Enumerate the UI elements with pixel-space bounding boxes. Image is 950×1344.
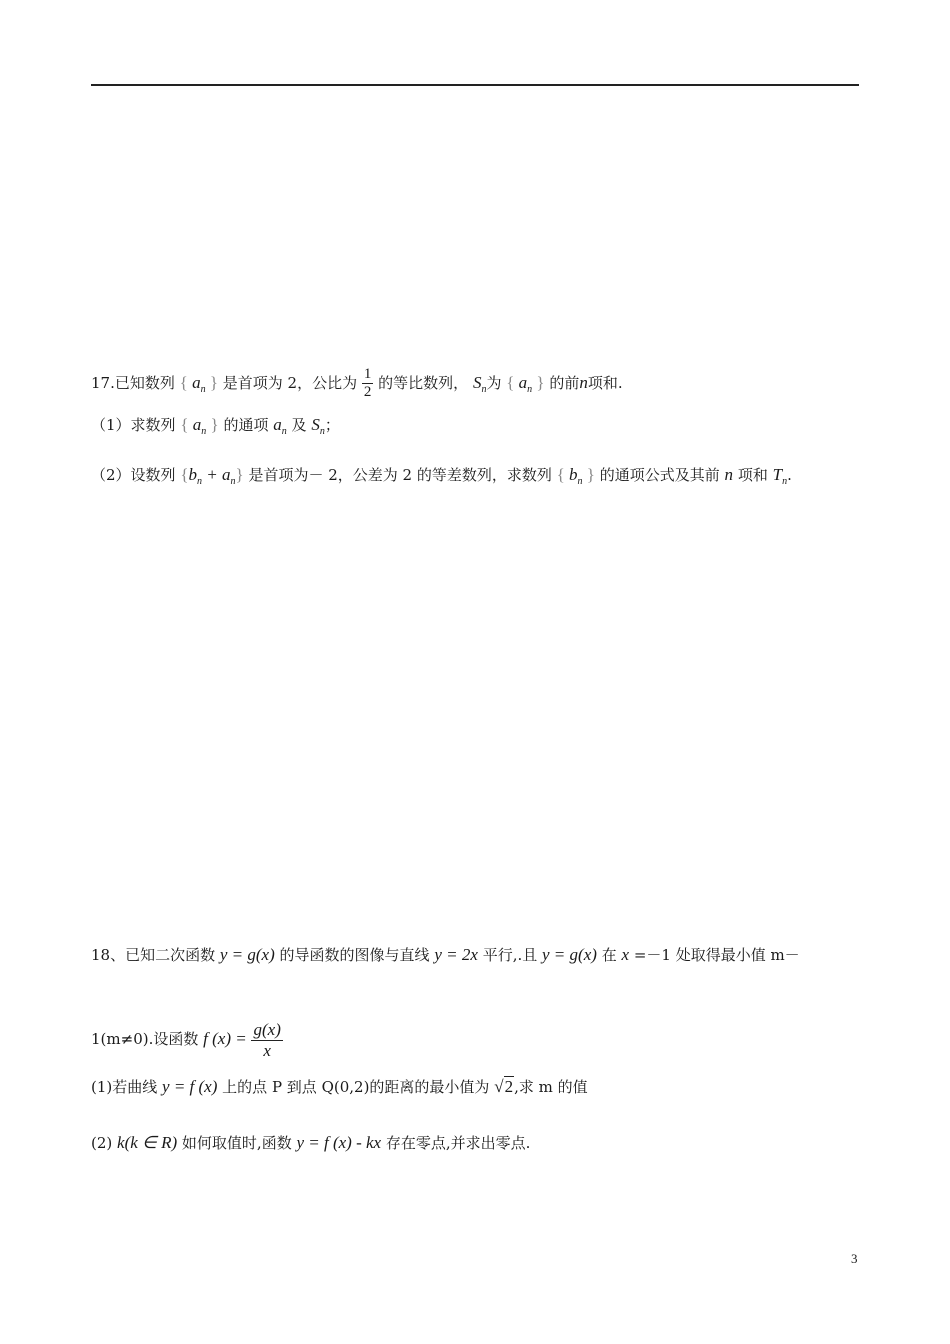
fraction-one-half: $\frac{1}{2}$ (363, 366, 372, 401)
p17-part2: （2）设数列 $\{b_n + a_n\}$ 是首项为－ 2，公差为 2 的等差数列，求数列 { $b_n$ } 的通项公式及其前 n 项和 $T_n$. (91, 465, 792, 487)
p18-line1: 18、已知二次函数 y = g(x) 的导函数的图像与直线 y = 2x 平行,.且 y = g(x) 在 x =－1 处取得最小值 m－ (91, 945, 800, 964)
p17-line1: 17.已知数列 { $a_n$ } 是首项为 2，公比为 $\frac{1}{2}$ 的等比数列， $S_n$为 { $a_n$ } 的前n项和. (91, 366, 623, 401)
sqrt-two: √2 (494, 1077, 514, 1096)
header-rule (91, 84, 859, 86)
seq-bn-plus-an: $\{b_n + a_n\}$ (180, 465, 244, 487)
fraction-g-over-x: $\frac{g(x)}{x}$ (253, 1020, 281, 1060)
page-number: 3 (851, 1251, 858, 1266)
p17-part1: （1）求数列 { $a_n$ } 的通项 $a_n$ 及 $S_n$； (91, 415, 340, 437)
p18-line2: 1(m≠0).设函数 f (x) = $\frac{g(x)}{x}$ (91, 1020, 281, 1060)
seq-a-n: { $a_n$ } (179, 372, 218, 395)
p18-part2: (2) k(k ∈ R) 如何取值时,函数 y = f (x) - kx 存在零点,并求出零点. (91, 1133, 531, 1152)
sum-S-n: $S_n$ (472, 372, 487, 395)
p17-intro: 17.已知数列 (91, 373, 175, 392)
p18-part1: (1)若曲线 y = f (x) 上的点 P 到点 Q(0,2)的距离的最小值为 √2,求 m 的值 (91, 1077, 588, 1096)
